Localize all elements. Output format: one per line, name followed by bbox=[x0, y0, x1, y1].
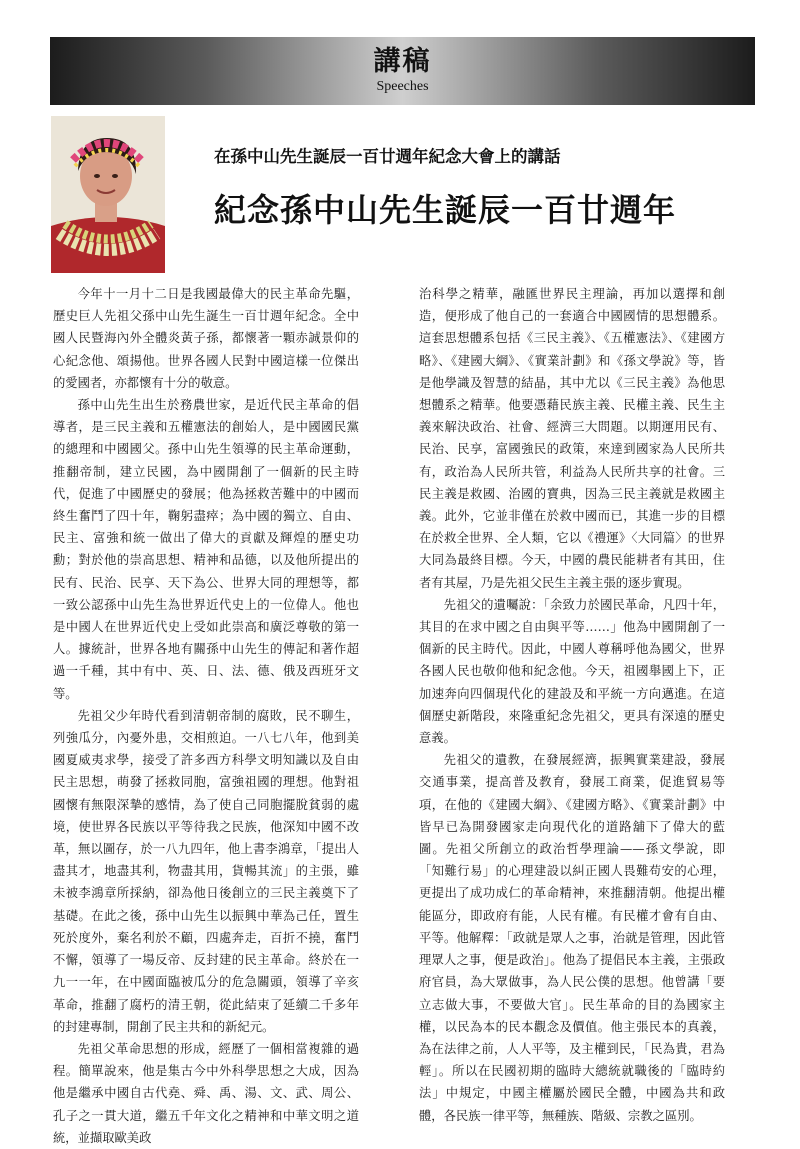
speech-title: 紀念孫中山先生誕辰一百廿週年 bbox=[214, 191, 677, 229]
speech-subtitle: 在孫中山先生誕辰一百廿週年紀念大會上的講話 bbox=[214, 147, 561, 166]
section-title: 講稿 bbox=[373, 46, 432, 77]
article-column-right bbox=[419, 283, 725, 1127]
article-column-left bbox=[53, 283, 359, 1149]
section-header-band bbox=[50, 37, 755, 105]
speaker-portrait-with-lei-icon bbox=[51, 116, 165, 273]
paragraph: 先祖父的遺囑說：「余致力於國民革命，凡四十年，其目的在求中國之自由與平等……」他為中國開創了一個新的民主時代。因此，中國人尊稱呼他為國父，世界各國人民也敬仰他和紀念他。今天，祖國舉國上下，正加速奔向四個現代化的建設及和平統一方向邁進。在這個歷史新階段，來隆重紀念先祖父，更具有深遠的歷史意義。 bbox=[419, 597, 725, 746]
paragraph: 孫中山先生出生於務農世家，是近代民主革命的倡導者，是三民主義和五權憲法的創始人，是中國國民黨的總理和中國國父。孫中山先生領導的民主革命運動，推翻帝制，建立民國，為中國開創了一個新的民主時代，促進了中國歷史的發展；他為拯救苦難中的中國而終生奮鬥了四十年，鞠躬盡瘁；為中國的獨立、自由、民主、富強和統一做出了偉大的貢獻及輝煌的歷史功勳；對於他的崇高思想、精神和品德，以及他所提出的民有、民治、民享、天下為公、世界大同的理想等，都一致公認孫中山先生為世界近代史上的一位偉人。他也是中國人在世界近代史上受如此崇高和廣泛尊敬的第一人。據統計，世界各地有關孫中山先生的傳記和著作超過一千種，其中有中、英、日、法、德、俄及西班牙文等。 bbox=[53, 398, 359, 701]
section-subtitle: Speeches bbox=[376, 79, 429, 94]
paragraph: 今年十一月十二日是我國最偉大的民主革命先驅，歷史巨人先祖父孫中山先生誕生一百廿週年紀念。全中國人民暨海內外全體炎黃子孫，都懷著一顆赤誠景仰的心紀念他、頌揚他。世界各國人民對中國這樣一位傑出的愛國者，亦都懷有十分的敬意。 bbox=[53, 287, 359, 390]
paragraph: 先祖父少年時代看到清朝帝制的腐敗，民不聊生，列強瓜分，內憂外患，交相煎迫。一八七八年，他到美國夏威夷求學，接受了許多西方科學文明知識以及自由民主思想，萌發了拯救同胞，富強祖國的理想。他對祖國懷有無限深摯的感情，為了使自己同胞擺脫貧弱的處境，使世界各民族以平等待我之民族，他深知中國不改革，無以圖存，於一八九四年，他上書李鴻章，「提出人盡其才，地盡其利，物盡其用，貨暢其流」的主張，雖未被李鴻章所採納，卻為他日後創立的三民主義奠下了基礎。在此之後，孫中山先生以振興中華為己任，置生死於度外，棄名利於不顧，四處奔走，百折不撓，奮鬥不懈，領導了一場反帝、反封建的民主革命。終於在一九一一年，在中國面臨被瓜分的危急關頭，領導了辛亥革命，推翻了腐朽的清王朝，從此結束了延續二千多年的封建專制，開創了民主共和的新紀元。 bbox=[53, 708, 359, 1034]
paragraph-continued: 治科學之精華，融匯世界民主理論，再加以選擇和創造，便形成了他自己的一套適合中國國情的思想體系。這套思想體系包括《三民主義》、《五權憲法》、《建國方略》、《建國大綱》、《實業計劃》和《孫文學說》等，皆是他學識及智慧的結晶，其中尤以《三民主義》為他思想體系之精華。他要憑藉民族主義、民權主義、民生主義來解決政治、社會、經濟三大問題。以期運用民有、民治、民享，富國強民的政策，來達到國家為人民所共有，政治為人民所共管，利益為人民所共享的社會。三民主義是救國、治國的寶典，因為三民主義就是救國主義。此外，它並非僅在於救中國而已，其進一步的目標在於救全世界、全人類，它以《禮運》〈大同篇〉的世界大同為最終目標。今天，中國的農民能耕者有其田，住者有其屋，乃是先祖父民生主義主張的逐步實現。 bbox=[419, 287, 725, 590]
paragraph: 先祖父革命思想的形成，經歷了一個相當複雜的過程。簡單說來，他是集古今中外科學思想之大成，因為他是繼承中國自古代堯、舜、禹、湯、文、武、周公、孔子之一貫大道，繼五千年文化之精神和中華文明之道統，並擷取歐美政 bbox=[53, 1041, 359, 1145]
paragraph: 先祖父的遺教，在發展經濟，振興實業建設，發展交通事業，提高普及教育，發展工商業，促進貿易等項，在他的《建國大綱》、《建國方略》、《實業計劃》中皆早已為開發國家走向現代化的道路舖下了偉大的藍圖。先祖父所創立的政治哲學理論——孫文學說，即「知難行易」的心理建設以糾正國人畏難苟安的心理，更提出了成功成仁的革命精神，來推翻清朝。他提出權能區分，即政府有能，人民有權。有民權才會有自由、平等。他解釋：「政就是眾人之事，治就是管理，因此管理眾人之事，便是政治」。他為了提倡民本主義，主張政府官員，為大眾做事，為人民公僕的思想。他曾講「要立志做大事，不要做大官」。民生革命的目的為國家主權，以民為本的民本觀念及價值。他主張民本的真義，為在法律之前，人人平等，及主權到民，「民為貴，君為輕」。所以在民國初期的臨時大總統就職後的「臨時約法」中規定，中國主權屬於國民全體，中國為共和政體，各民族一律平等，無種族、階級、宗教之區別。 bbox=[419, 753, 725, 1123]
